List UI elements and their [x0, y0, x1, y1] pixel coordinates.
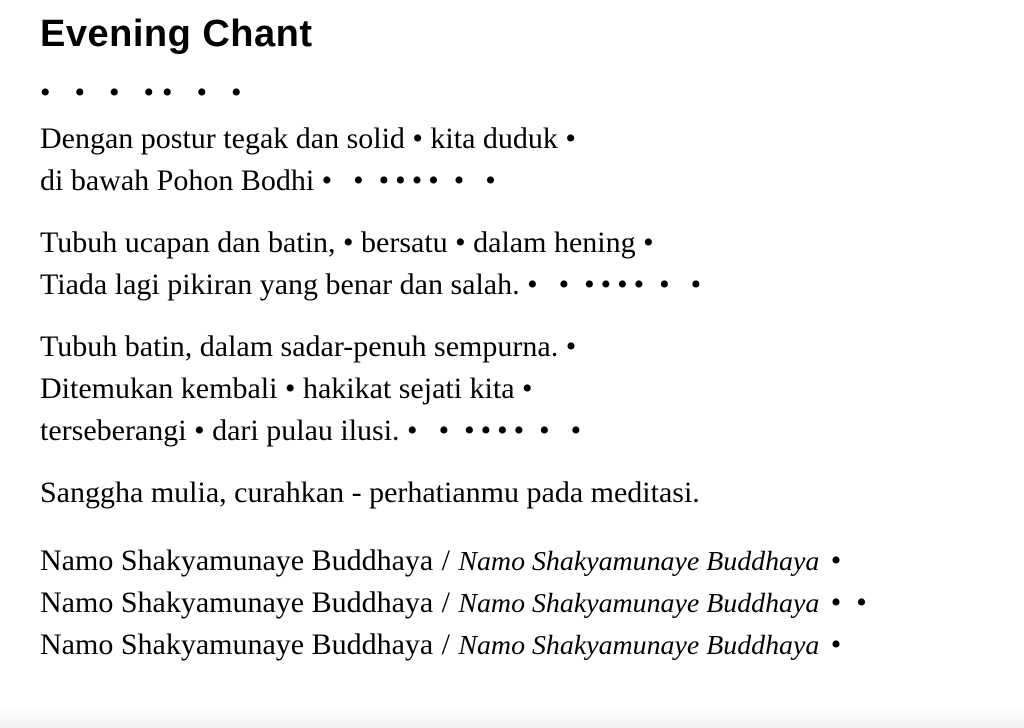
refrain-italic-text: Namo Shakyamunaye Buddhaya	[458, 630, 820, 661]
refrain-bell-notation: •	[830, 628, 842, 661]
chant-bell-notation-row: • • • • • • •	[40, 76, 243, 109]
refrain-bell-notation: •	[830, 544, 842, 577]
chant-stanza	[40, 326, 994, 452]
refrain-separator: /	[441, 544, 450, 577]
refrain-roman-text: Namo Shakyamunaye Buddhaya	[40, 544, 434, 577]
chant-stanza	[40, 222, 994, 306]
refrain-roman-text: Namo Shakyamunaye Buddhaya	[40, 628, 434, 661]
chant-stanza	[40, 472, 994, 514]
chant-line: terseberangi • dari pulau ilusi. • • • • • • • •	[40, 414, 582, 447]
chant-line: Ditemukan kembali • hakikat sejati kita •	[40, 372, 533, 405]
chant-refrain	[40, 540, 994, 666]
refrain-line	[40, 628, 841, 661]
refrain-line	[40, 586, 867, 619]
refrain-separator: /	[441, 586, 450, 619]
chant-line: Sanggha mulia, curahkan - perhatianmu pada meditasi.	[40, 476, 700, 509]
refrain-bell-notation: • •	[830, 586, 867, 619]
page-title: Evening Chant	[40, 13, 313, 55]
refrain-line	[40, 544, 841, 577]
chant-line: Dengan postur tegak dan solid • kita duduk •	[40, 122, 576, 155]
chant-line: Tubuh batin, dalam sadar-penuh sempurna. •	[40, 330, 577, 363]
refrain-separator: /	[441, 628, 450, 661]
chant-line: di bawah Pohon Bodhi • • • • • • • •	[40, 164, 496, 197]
chant-stanza	[40, 118, 994, 202]
refrain-italic-text: Namo Shakyamunaye Buddhaya	[458, 588, 820, 619]
chant-line: Tiada lagi pikiran yang benar dan salah. • • • • • • • •	[40, 268, 702, 301]
refrain-italic-text: Namo Shakyamunaye Buddhaya	[458, 546, 820, 577]
refrain-roman-text: Namo Shakyamunaye Buddhaya	[40, 586, 434, 619]
page-bottom-edge	[0, 706, 1024, 728]
chant-line: Tubuh ucapan dan batin, • bersatu • dalam hening •	[40, 226, 654, 259]
